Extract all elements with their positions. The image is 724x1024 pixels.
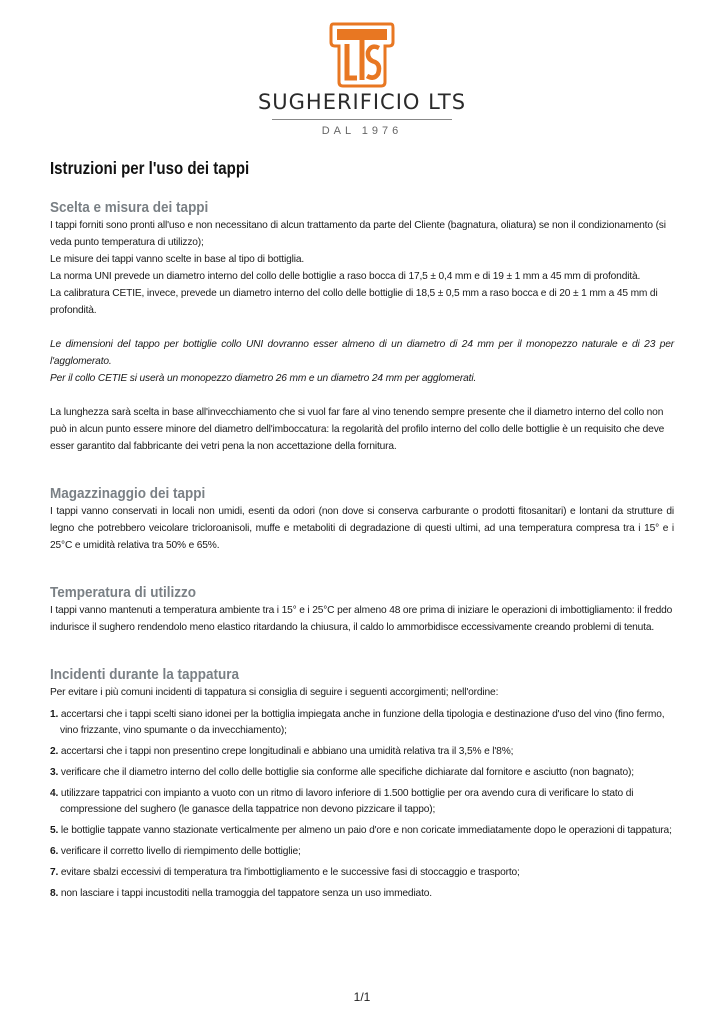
paragraph: La lunghezza sarà scelta in base all'invecchiamento che si vuol far fare al vino tenendo sempre presente che il diametro interno del collo non può in alcun punto essere minore del diametro dell'imboccatura: la regolarità del profilo interno del collo delle bottiglie è un requisito che deve esser garantito dal fabbricante dei vetri pena la non accettazione della fornitura.: [50, 407, 665, 452]
section-heading: Temperatura di utilizzo: [50, 584, 197, 601]
brand-since: DAL 1976: [321, 125, 403, 137]
lts-monogram-icon: [327, 22, 397, 88]
section-heading: Incidenti durante la tappatura: [50, 666, 240, 683]
list-item: 5. le bottiglie tappate vanno stazionate verticalmente per almeno un paio d'ore e non coricate immediatamente dopo le operazioni di tappatura;: [50, 825, 672, 836]
brand-divider: [272, 119, 452, 120]
paragraph: Le misure dei tappi vanno scelte in base al tipo di bottiglia.: [50, 254, 305, 265]
section-scelta: [50, 199, 674, 455]
section-magazzinaggio: [50, 485, 674, 554]
section-heading: Scelta e misura dei tappi: [50, 199, 209, 216]
company-logo: [0, 22, 724, 137]
list-item: 1. accertarsi che i tappi scelti siano idonei per la bottiglia impiegata anche in funzione della tipologia e destinazione d'uso del vino (fino fermo, vino frizzante, vino spumante o da invecchiamento);: [50, 709, 665, 736]
list-item: 7. evitare sbalzi eccessivi di temperatura tra l'imbottigliamento e le successive fasi di stoccaggio e trasporto;: [50, 867, 520, 878]
page-number: 1/1: [353, 990, 371, 1004]
section-heading: Magazzinaggio dei tappi: [50, 485, 206, 502]
italic-note: Per il collo CETIE si userà un monopezzo diametro 26 mm e un diametro 24 mm per agglomerati.: [50, 373, 477, 384]
list-item: 4. utilizzare tappatrici con impianto a vuoto con un ritmo di lavoro inferiore di 1.500 bottiglie per ora avendo cura di verificare lo stato di compressione del sughero (le ganasce della tappatrice non devono pizzicare il tappo);: [50, 788, 634, 815]
list-item: 6. verificare il corretto livello di riempimento delle bottiglie;: [50, 846, 301, 857]
paragraph: I tappi forniti sono pronti all'uso e non necessitano di alcun trattamento da parte del Cliente (bagnatura, oliatura) se non il condizionamento (si veda punto temperatura di utilizzo);: [50, 220, 666, 248]
section-incidenti: [50, 666, 674, 902]
paragraph: Per evitare i più comuni incidenti di tappatura si consiglia di seguire i seguenti accorgimenti; nell'ordine:: [50, 687, 499, 698]
list-item: 8. non lasciare i tappi incustoditi nella tramoggia del tappatore senza un uso immediato.: [50, 888, 432, 899]
list-item: 2. accertarsi che i tappi non presentino crepe longitudinali e abbiano una umidità relativa tra il 3,5% e l'8%;: [50, 746, 514, 757]
paragraph: La norma UNI prevede un diametro interno del collo delle bottiglie a raso bocca di 17,5 ± 0,4 mm e di 19 ± 1 mm a 45 mm di profondità.: [50, 271, 641, 282]
page-title: Istruzioni per l'uso dei tappi: [50, 158, 250, 178]
paragraph: I tappi vanno conservati in locali non umidi, esenti da odori (non dove si conserva carburante o prodotti fitosanitari) e lontani da strutture di legno che potrebbero veicolare tricloroanisoli, muffe e metaboliti di degradazione di questi ultimi, ad una temperatura compresa tra i 15° e i 25°C e umidità relativa tra 50% e 65%.: [50, 506, 674, 551]
paragraph: La calibratura CETIE, invece, prevede un diametro interno del collo delle bottiglie di 18,5 ± 0,5 mm a raso bocca e di 20 ± 1 mm a 45 mm di profondità.: [50, 288, 658, 316]
italic-note: Le dimensioni del tappo per bottiglie collo UNI dovranno esser almeno di un diametro di 24 mm per il monopezzo naturale e di 23 per l'agglomerato.: [50, 339, 674, 367]
brand-name: SUGHERIFICIO LTS: [257, 90, 467, 114]
section-temperatura: [50, 584, 674, 636]
steps-list: [50, 707, 674, 902]
list-item: 3. verificare che il diametro interno del collo delle bottiglie sia conforme alle specifiche dichiarate dal fornitore e asciutto (non bagnato);: [50, 767, 634, 778]
document-body: [50, 158, 674, 907]
paragraph: I tappi vanno mantenuti a temperatura ambiente tra i 15° e i 25°C per almeno 48 ore prima di iniziare le operazioni di imbottigliamento: il freddo indurisce il sughero rendendolo meno elastico ritardando la chiusura, il caldo lo ammorbidisce eccessivamente creando problemi di tenuta.: [50, 605, 673, 633]
